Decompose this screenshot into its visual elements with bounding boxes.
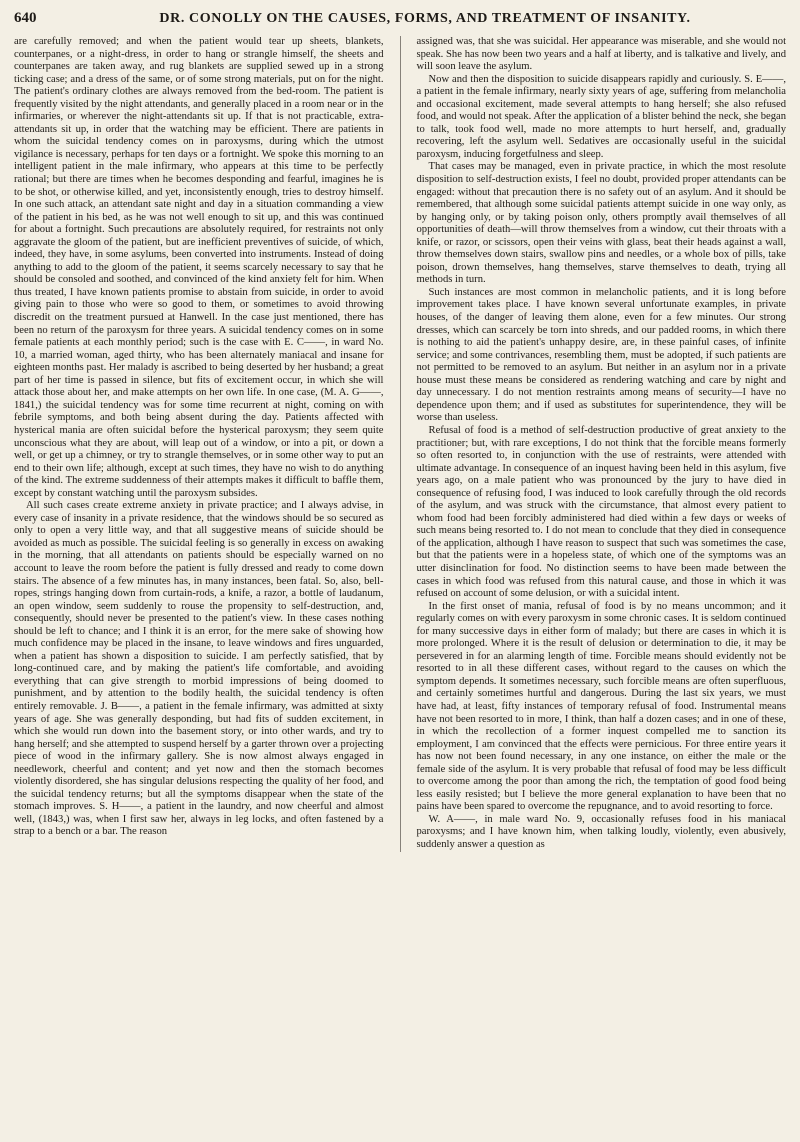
running-title: DR. CONOLLY ON THE CAUSES, FORMS, AND TREATMENT OF INSANITY. (159, 11, 691, 26)
paragraph: are carefully removed; and when the patient would tear up sheets, blankets, counterpanes, or a night-dress, in order to hang or strangle himself, the sheets and counterpanes are taken away, and rug blankets are supplied sewed up in a strong ticking case; and a dress of the same, or of some strong materials, put on for the night. The patient's ordinary clothes are always removed from the bed-room. The patient is frequently visited by the night attendants, and generally placed in a room near or in the infirmaries, or wherever the night-attendants sit up. If that is not practicable, extra-attendants sit up, in order that the watching may be efficient. There are patients in whom the suicidal tendency comes on in paroxysms, during which the utmost vigilance is necessary, perhaps for ten days or a fortnight. We spoke this morning to an intelligent patient in the male infirmary, who appears at this time to be perfectly rational; but there are times when he becomes desponding and fearful, imagines he is to be shot, or otherwise killed, and yet, inconsistently enough, tries to destroy himself. In one such attack, an attendant sate night and day in a situation commanding a view of the patient in his bed, as he was not well enough to sit up, and this was continued for about a fortnight. Such precautions are absolutely required, for restraints not only aggravate the gloom of the patient, but are inefficient preventives of suicide, of which, indeed, they have, in some asylums, been converted into instruments. Instead of doing anything to add to the gloom of the patient, it seems scarcely necessary to say that he should be consoled and soothed, and convinced of the kind anxiety felt for him. When thus treated, I have known patients promise to abstain from suicide, in order to avoid giving pain to those who were so good to them, or sometimes to avoid throwing discredit on the treatment pursued at Hanwell. In the case just mentioned, there has been no return of the paroxysm for three years. A suicidal tendency comes on in some female patients at each monthly period; such is the case with E. C——, in ward No. 10, a married woman, aged thirty, who has been alternately maniacal and insane for eighteen months past. Her malady is ascribed to being deserted by her husband; a great part of her time is passed in silence, but fits of excitement occur, in which she will attack those about her, and make attempts on her own life. In one case, (M. A. G——, 1841,) the suicidal tendency was for some time recurrent at night, coming on with febrile symptoms, and both being absent during the day. Patients affected with hysterical mania are often suicidal before the hysterical paroxysm; they seem quite unconscious what they are about, will leap out of a window, or into a pit, or down a well, or get up a chimney, or try to strangle themselves, or in some other way to put an end to their own life; although, except at such times, they have no wish to do anything of the kind. The extreme suddenness of their attempts makes it difficult to baffle them, except by constant watching until the paroxysm subsides. (14, 36, 384, 499)
paragraph: assigned was, that she was suicidal. Her appearance was miserable, and she would not speak. She has now been two years and a half at liberty, and is talkative and lively, and will soon leave the asylum. (416, 36, 787, 73)
paragraph: In the first onset of mania, refusal of food is by no means uncommon; and it regularly comes on with every paroxysm in some chronic cases. It is seldom continued for many successive days in either form of malady; but there are cases in which it is more prolonged. Where it is the result of delusion or determination to die, it may be persevered in for an alarming length of time. Forcible means should evidently not be resorted to in all these different cases, without regard to the causes on which the symptom depends. It sometimes necessary, such forcible means are often superfluous, and certainly sometimes hurtful and dangerous. During the last six years, we must have had, at least, fifty instances of temporary refusal of food. Instrumental means have not been resorted to in more, I think, than half a dozen cases; and in one of these, in which the recollection of a former inquest compelled me to sanction its employment, I am convinced that the effects were pernicious. For three entire years it has now not been found necessary, in any one instance, on either the male or the female side of the asylum. It is very probable that refusal of food may be less difficult to overcome among the poor than among the rich, the temptation of good food being less easily resisted; but I believe the more general explanation to have been that no pains have been spared to overcome the repugnance, and to avoid resorting to force. (416, 600, 787, 813)
page-number: 640 (14, 10, 37, 26)
paragraph: W. A——, in male ward No. 9, occasionally refuses food in his maniacal paroxysms; and I have known him, when talking loudly, violently, even abusively, suddenly answer a question as (416, 813, 787, 850)
paragraph: Now and then the disposition to suicide disappears rapidly and curiously. S. E——, a patient in the female infirmary, nearly sixty years of age, suffering from melancholia and occasional excitement, made several attempts to hang herself; she also refused food, and would not speak. After the application of a blister behind the neck, she began to talk, took food well, made no more attempts to hurt herself, and, gradually recovering, left the asylum well. Sedatives are occasionally useful in the suicidal paroxysm, inducing forgetfulness and sleep. (416, 73, 787, 160)
paragraph: That cases may be managed, even in private practice, in which the most resolute disposition to self-destruction exists, I feel no doubt, provided proper attendants can be engaged: without that precaution there is no safety out of an asylum. And it should be remembered, that although some suicidal patients attempt suicide in one way only, as by hanging only, or by taking poison only, others promptly avail themselves of all opportunities of death—will throw themselves from a window, cut their throats with a knife, or razor, or scissors, open their veins with glass, beat their heads against a wall, throw themselves down stairs, swallow pins and needles, or a whole box of pills, take poison, drown themselves, hang themselves, starve themselves to death, trying all methods in turn. (416, 161, 787, 286)
right-column (417, 36, 787, 852)
text-columns (14, 36, 786, 852)
paragraph: Refusal of food is a method of self-destruction productive of great anxiety to the practitioner; but, with rare exceptions, I do not think that the forcible means formerly so often resorted to, in conjunction with the use of restraints, were attended with ultimate advantage. In consequence of an inquest having been held in this asylum, five years ago, on a male patient who was pronounced by the jury to have died in consequence of refusing food, I was induced to look carefully through the old records of the asylum, and was struck with the circumstance, that almost every patient to whom food had been forcibly administered had died within a few days or weeks of such means being resorted to. I do not mean to conclude that they died in consequence of the application, although I have reason to suspect that such was sometimes the case, but that the patients were in a hopeless state, of which one of the symptoms was an utter disinclination for food. No distinction seems to have been made between the cases in which food was refused from this natural cause, and those in which it was refused on account of some delusion, or with a suicidal intent. (416, 424, 787, 600)
page-header (14, 10, 786, 32)
paragraph: Such instances are most common in melancholic patients, and it is long before improvement takes place. I have known several unfortunate examples, in private houses, of the danger of leaving them alone, even for a few minutes. Our strong dresses, which can scarcely be torn into shreds, and our padded rooms, in which there is nothing to aid the patient's unhappy desire, are, in these painful cases, of infinite service; and some contrivances, resembling them, must be adopted, if such patients are not permitted to be removed to an asylum. But neither in an asylum nor in a private house must these means be considered as rendering watching and care by night and day unnecessary. I do not mention restraints among means of security—I have no dependence upon them; and if used as substitutes for superintendence, they will be worse than useless. (416, 286, 787, 424)
paragraph: All such cases create extreme anxiety in private practice; and I always advise, in every case of insanity in a private residence, that the windows should be so secured as only to open a very little way, and that all suggestive means of suicide should be avoided as much as possible. The suicidal feeling is so generally in excess on awaking in the morning, that all attendants on patients should be especially warned on no account to leave the room before the patient is fully dressed and ready to come down stairs. The absence of a few minutes has, in many instances, been fatal. So, also, bell-ropes, strings hanging down from curtain-rods, a knife, a razor, a bottle of laudanum, an open window, seem suddenly to rouse the propensity to self-destruction, and, consequently, should never be presented to the patient's view. In these cases nothing should be left to chance; and I think it is an error, for the mere sake of showing how much confidence may be placed in the insane, to leave windows and fires unguarded, when a patient has shown a disposition to suicide. I am perfectly satisfied, that by long-continued care, and by making the patient's life comfortable, and avoiding everything that can give strength to morbid impressions of being doomed to punishment, and by attention to the bodily health, the suicidal tendency is often entirely removable. J. B——, a patient in the female infirmary, was admitted at sixty years of age. She was generally desponding, but had fits of sudden excitement, in which she would run down into the basement story, or into other wards, and try to hang herself; and she attempted to suspend herself by a garter thrown over a projecting piece of wood in the infirmary gallery. She is now almost always engaged in needlework, cheerful and content; and yet now and then the stomach becomes violently disordered, she has singular delusions respecting the quality of her food, and the suicidal tendency returns; but all the symptoms disappear when the state of the stomach improves. S. H——, a patient in the laundry, and now cheerful and almost well, (1843,) was, when I first saw her, always in leg locks, and often fastened by a strap to a bench or a bar. The reason (14, 500, 384, 838)
column-divider (400, 36, 401, 852)
left-column (14, 36, 384, 852)
